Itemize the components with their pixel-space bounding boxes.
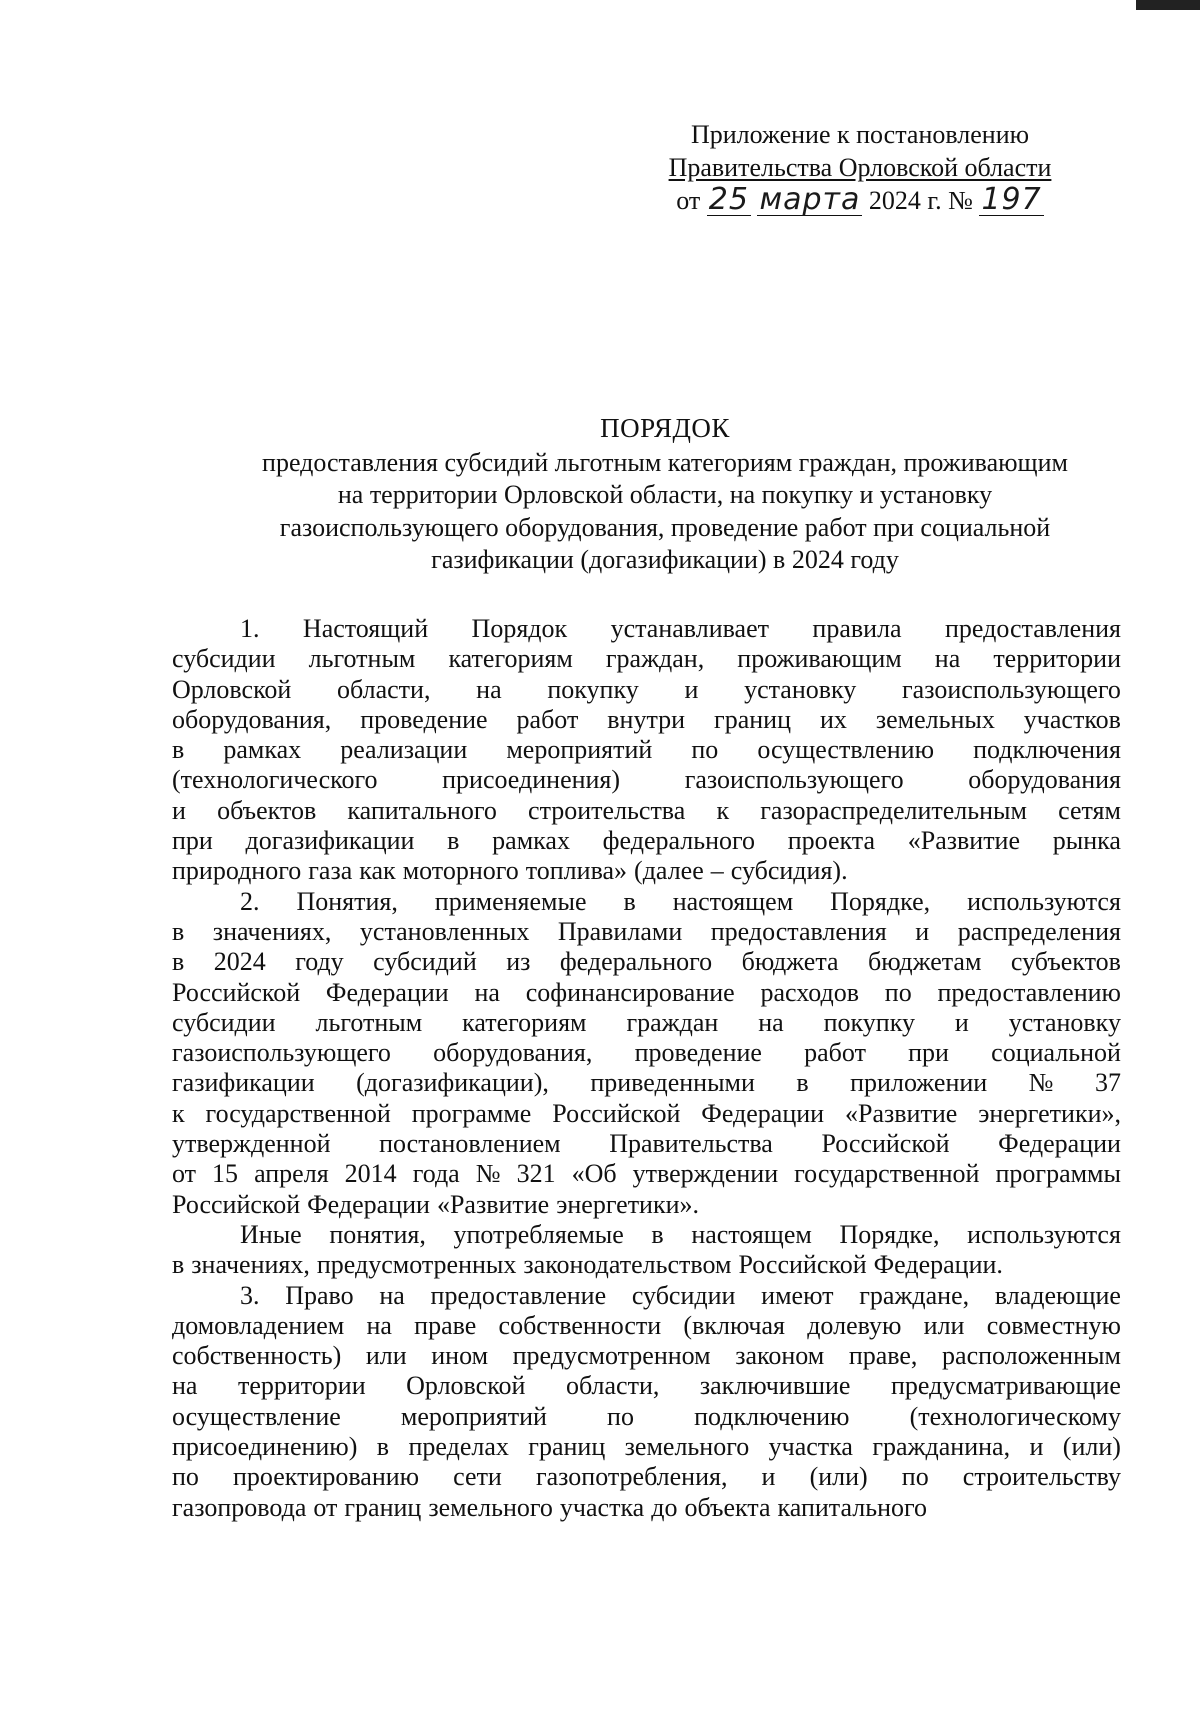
word: используются <box>967 1219 1121 1249</box>
word: 2. <box>240 886 260 916</box>
word: как <box>359 856 396 886</box>
word: Российской <box>552 1098 681 1128</box>
word: подключения <box>973 735 1121 765</box>
word: земельного <box>624 1432 750 1462</box>
word: реализации <box>340 735 468 765</box>
word: (технологического <box>172 765 378 795</box>
word: на <box>366 1310 392 1340</box>
word: граждан <box>626 1007 719 1037</box>
word: Федерации <box>998 1129 1121 1159</box>
word: внутри <box>607 704 686 734</box>
word: употребляемые <box>453 1219 624 1249</box>
word: праве, <box>848 1341 918 1371</box>
word: газораспределительным <box>760 795 1027 825</box>
word: Орловской <box>406 1371 526 1401</box>
paragraph-line <box>172 1220 1121 1250</box>
word: года <box>412 1159 460 1189</box>
word: гражданина, <box>872 1432 1011 1462</box>
word: в <box>172 916 185 946</box>
body-paragraph <box>172 1220 1121 1281</box>
paragraph-line <box>172 947 1121 977</box>
word: догазификации <box>245 826 415 856</box>
word: Федерации <box>307 1189 430 1219</box>
word: бюджетам <box>868 947 982 977</box>
word: оборудования, <box>433 1038 593 1068</box>
word: покупку <box>547 674 639 704</box>
word: проекта <box>787 826 876 856</box>
word: Федерации <box>325 977 449 1007</box>
document-title: ПОРЯДОК <box>600 413 730 443</box>
word: по <box>172 1462 199 1492</box>
word: Федерации <box>701 1098 825 1128</box>
word: оборудования, <box>172 704 332 734</box>
word: Федерации. <box>873 1250 1003 1280</box>
word: газоиспользующего <box>902 674 1121 704</box>
word: долевую <box>807 1310 902 1340</box>
paragraph-line <box>172 1190 1121 1220</box>
word: мероприятий <box>400 1401 547 1431</box>
scan-corner-mark <box>1136 0 1200 10</box>
word: энергетики». <box>556 1189 700 1219</box>
word: газификации <box>172 1068 315 1098</box>
word: применяемые <box>434 886 587 916</box>
word: расходов <box>760 977 860 1007</box>
word: в <box>376 1432 390 1462</box>
word: софинансирование <box>525 977 735 1007</box>
paragraph-line <box>172 1311 1121 1341</box>
word: на <box>758 1007 784 1037</box>
word: газоиспользующего <box>684 765 904 795</box>
word: государственной <box>205 1098 391 1128</box>
paragraph-line <box>172 1281 1121 1311</box>
word: области, <box>337 674 431 704</box>
paragraph-line <box>172 735 1121 765</box>
word: Правилами <box>557 916 683 946</box>
word: капитального <box>347 795 497 825</box>
word: домовладением <box>172 1310 345 1340</box>
word: граждане, <box>859 1280 970 1310</box>
word: мероприятий <box>506 735 653 765</box>
word: предоставление <box>430 1280 607 1310</box>
word: от <box>313 1492 338 1522</box>
word: или <box>923 1310 965 1340</box>
word: совместную <box>986 1310 1121 1340</box>
word: подключению <box>694 1401 850 1431</box>
word: Российской <box>738 1250 867 1280</box>
word: рынка <box>1052 826 1121 856</box>
word: из <box>506 947 531 977</box>
paragraph-line <box>172 1402 1121 1432</box>
word: на <box>476 674 502 704</box>
word: строительства <box>528 795 686 825</box>
word: утверждении <box>632 1159 779 1189</box>
word: земельных <box>875 704 995 734</box>
word: 15 <box>212 1159 239 1189</box>
word: и <box>915 916 930 946</box>
word: субъектов <box>1010 947 1121 977</box>
word: правила <box>812 614 902 643</box>
word: присоединению) <box>172 1432 358 1462</box>
word: субсидий <box>373 947 477 977</box>
handwritten-doc-number: 197 <box>981 182 1042 217</box>
word: Российской <box>821 1129 950 1159</box>
body-paragraph <box>172 1281 1121 1523</box>
word: осуществлению <box>757 735 935 765</box>
word: настоящем <box>691 1219 812 1249</box>
word: и <box>684 674 699 704</box>
document-title-block <box>200 412 1130 577</box>
word: распределения <box>957 916 1121 946</box>
word: (догазификации), <box>356 1068 549 1098</box>
word: при <box>908 1038 949 1068</box>
word: устанавливает <box>610 614 769 643</box>
paragraph-line <box>172 1341 1121 1371</box>
word: (или) <box>1062 1432 1121 1462</box>
paragraph-line <box>172 705 1121 735</box>
paragraph-line <box>172 1250 1121 1280</box>
word: предоставлению <box>937 977 1121 1007</box>
word: на <box>379 1280 405 1310</box>
paragraph-line <box>172 1371 1121 1401</box>
word: и <box>172 795 186 825</box>
word: Иные <box>240 1219 302 1249</box>
paragraph-line <box>172 644 1121 674</box>
word: по <box>901 1462 929 1492</box>
word: предусмотренном <box>512 1341 711 1371</box>
word: до <box>651 1492 678 1522</box>
handwritten-month: марта <box>759 182 861 217</box>
word: 2014 <box>344 1159 397 1189</box>
word: в <box>172 1250 185 1280</box>
word: оборудования <box>968 765 1121 795</box>
paragraph-line <box>172 1462 1121 1492</box>
word: покупку <box>823 1007 915 1037</box>
header-line-1: Приложение к постановлению <box>690 120 1030 149</box>
word: собственности <box>498 1310 662 1340</box>
word: Порядке, <box>839 1219 940 1249</box>
word: на <box>172 1371 198 1401</box>
date-prefix: от <box>676 186 701 215</box>
word: субсидии <box>172 1007 276 1037</box>
word: на <box>474 977 500 1007</box>
word: утвержденной <box>172 1129 331 1159</box>
subtitle-line: на территории Орловской области, на покупку и установку <box>337 480 993 509</box>
word: строительству <box>962 1462 1121 1492</box>
subtitle-line: газификации (догазификации) в 2024 году <box>431 545 899 574</box>
paragraph-line <box>172 826 1121 856</box>
word: проведение <box>634 1038 762 1068</box>
word: присоединения) <box>442 765 621 795</box>
word: социальной <box>991 1038 1121 1068</box>
word: объекта <box>684 1492 771 1522</box>
paragraph-line <box>172 1038 1121 1068</box>
word: предусмотренных <box>316 1250 517 1280</box>
word: собственность) <box>172 1341 342 1371</box>
word: проведение <box>360 704 488 734</box>
word: субсидии <box>631 1280 736 1310</box>
word: осуществление <box>172 1401 341 1431</box>
paragraph-line <box>172 765 1121 795</box>
word: по <box>691 735 719 765</box>
word: по <box>884 977 912 1007</box>
word: газопотребления, <box>535 1462 728 1492</box>
word: на <box>934 644 961 674</box>
word: границ <box>528 1432 606 1462</box>
paragraph-line <box>172 1099 1121 1129</box>
word: льготным <box>315 1007 423 1037</box>
word: владеющие <box>994 1280 1121 1310</box>
document-header <box>620 118 1100 217</box>
word: в <box>172 947 185 977</box>
word: Настоящий <box>302 614 429 643</box>
word: 3. <box>240 1280 260 1310</box>
word: бюджета <box>741 947 839 977</box>
word: границ <box>344 1492 422 1522</box>
paragraph-line <box>172 887 1121 917</box>
word: используются <box>967 886 1121 916</box>
word: работ <box>804 1038 866 1068</box>
word: категориям <box>448 644 573 674</box>
word: в <box>796 1068 809 1098</box>
paragraph-line <box>172 1129 1121 1159</box>
paragraph-line <box>172 1068 1121 1098</box>
word: «Развитие <box>845 1098 958 1128</box>
word: работ <box>516 704 579 734</box>
word: приведенными <box>590 1068 755 1098</box>
word: настоящем <box>672 886 794 916</box>
word: рамках <box>492 826 570 856</box>
word: Правительства <box>609 1129 773 1159</box>
word: проживающим <box>737 644 902 674</box>
word: к <box>716 795 730 825</box>
word: Понятия, <box>296 886 398 916</box>
word: расположенным <box>942 1341 1121 1371</box>
word: установленных <box>359 916 530 946</box>
word: приложении <box>850 1068 988 1098</box>
word: значениях, <box>191 1250 310 1280</box>
subtitle-line: предоставления субсидий льготным категориям граждан, проживающим <box>262 447 1068 477</box>
body-paragraph <box>172 614 1121 887</box>
word: федерального <box>602 826 756 856</box>
body-paragraph <box>172 887 1121 1220</box>
word: значениях, <box>212 916 332 946</box>
document-body <box>172 614 1121 1523</box>
word: газа <box>308 856 353 886</box>
subtitle-line: газоиспользующего оборудования, проведение работ при социальной <box>279 512 1051 542</box>
word: году <box>295 947 344 977</box>
paragraph-line <box>172 1008 1121 1038</box>
word: законом <box>735 1341 825 1371</box>
word: в <box>623 886 636 916</box>
word: участка <box>559 1492 645 1522</box>
word: законодательством <box>523 1250 732 1280</box>
word: в <box>172 735 185 765</box>
word: федерального <box>559 947 713 977</box>
word: территории <box>237 1371 366 1401</box>
word: заключившие <box>699 1371 851 1401</box>
word: и <box>954 1007 969 1037</box>
paragraph-line <box>172 978 1121 1008</box>
word: 321 <box>516 1159 556 1189</box>
header-line-2: Правительства Орловской области <box>668 153 1052 182</box>
word: «Об <box>571 1159 617 1189</box>
word: Право <box>285 1280 354 1310</box>
word: объектов <box>217 795 317 825</box>
word: праве <box>414 1310 477 1340</box>
paragraph-line <box>172 1432 1121 1462</box>
paragraph-line <box>172 614 1121 644</box>
word: 37 <box>1094 1068 1121 1098</box>
word: льготным <box>308 644 416 674</box>
word: № <box>1028 1068 1054 1098</box>
date-year: 2024 г. № <box>868 186 973 215</box>
word: газоиспользующего <box>172 1038 391 1068</box>
word: сети <box>453 1462 502 1492</box>
word: Порядок <box>471 614 568 643</box>
paragraph-line <box>172 796 1121 826</box>
word: имеют <box>761 1280 834 1310</box>
word: апреля <box>254 1159 329 1189</box>
word: программы <box>995 1159 1121 1189</box>
word: или <box>365 1341 407 1371</box>
word: предусматривающие <box>890 1371 1121 1401</box>
paragraph-line <box>172 917 1121 947</box>
word: пределах <box>408 1432 509 1462</box>
word: от <box>172 1159 197 1189</box>
word: предоставления <box>945 614 1121 643</box>
word: по <box>607 1401 634 1431</box>
word: «Развитие <box>907 826 1021 856</box>
word: и <box>761 1462 776 1492</box>
word: постановлением <box>379 1129 561 1159</box>
word: области, <box>565 1371 660 1401</box>
word: земельного <box>428 1492 553 1522</box>
word: государственной <box>794 1159 980 1189</box>
word: участков <box>1023 704 1121 734</box>
word: газопровода <box>172 1492 307 1522</box>
header-date-line <box>620 184 1100 217</box>
word: граждан, <box>605 644 705 674</box>
word: предоставления <box>710 916 887 946</box>
word: (далее <box>634 856 704 886</box>
word: установку <box>744 674 857 704</box>
word: проектированию <box>233 1462 420 1492</box>
word: природного <box>172 856 302 886</box>
word: установку <box>1008 1007 1121 1037</box>
word: (или) <box>809 1462 868 1492</box>
word: моторного <box>402 856 519 886</box>
word: субсидии <box>172 644 276 674</box>
word: их <box>819 704 847 734</box>
word: программе <box>411 1098 532 1128</box>
word: Российской <box>172 1189 301 1219</box>
word: ином <box>431 1341 489 1371</box>
word: территории <box>993 644 1121 674</box>
word: в <box>447 826 460 856</box>
word: субсидия). <box>730 856 848 886</box>
paragraph-line <box>172 1493 1121 1523</box>
word: категориям <box>462 1007 587 1037</box>
word: границ <box>714 704 791 734</box>
word: 1. <box>240 614 260 643</box>
word: (включая <box>683 1310 785 1340</box>
word: Российской <box>172 977 301 1007</box>
word: участка <box>768 1432 853 1462</box>
word: при <box>172 826 213 856</box>
word: сетям <box>1058 795 1121 825</box>
word: № <box>475 1159 501 1189</box>
paragraph-line <box>172 856 1121 886</box>
word: рамках <box>223 735 302 765</box>
handwritten-day: 25 <box>708 182 749 217</box>
word: «Развитие <box>436 1189 550 1219</box>
word: Орловской <box>172 674 292 704</box>
word: топлива» <box>525 856 628 886</box>
word: энергетики», <box>978 1098 1121 1128</box>
word: Порядке, <box>830 886 931 916</box>
word: (технологическому <box>909 1401 1121 1431</box>
word: 2024 <box>213 947 266 977</box>
word: к <box>172 1098 185 1128</box>
word: в <box>651 1219 664 1249</box>
word: и <box>1029 1432 1044 1462</box>
word: понятия, <box>329 1219 426 1249</box>
paragraph-line <box>172 1159 1121 1189</box>
paragraph-line <box>172 675 1121 705</box>
word: капитального <box>777 1492 928 1522</box>
word: – <box>710 856 724 886</box>
